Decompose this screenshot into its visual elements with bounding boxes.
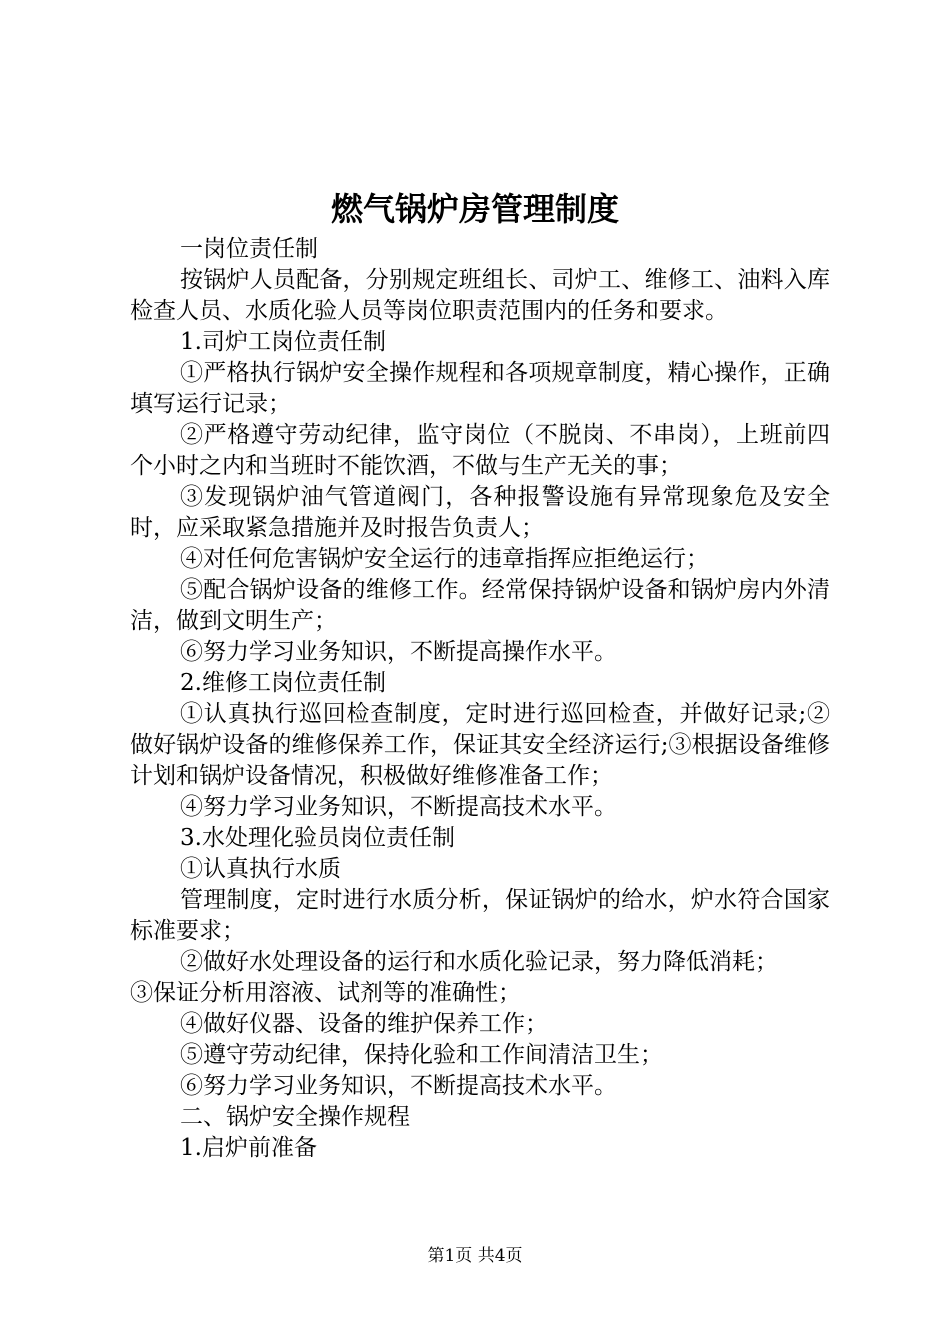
- document-body: [130, 234, 830, 1164]
- document-title: 燃气锅炉房管理制度: [330, 190, 619, 228]
- paragraph: 1.司炉工岗位责任制: [180, 329, 386, 355]
- paragraph: ⑥努力学习业务知识，不断提高技术水平。: [180, 1073, 617, 1099]
- paragraph: ⑥努力学习业务知识，不断提高操作水平。: [180, 639, 617, 665]
- paragraph: 按锅炉人员配备，分别规定班组长、司炉工、维修工、油料入库检查人员、水质化验人员等岗位职责范围内的任务和要求。: [130, 267, 830, 324]
- paragraph: ⑤配合锅炉设备的维修工作。经常保持锅炉设备和锅炉房内外清洁，做到文明生产；: [130, 577, 830, 634]
- paragraph: 管理制度，定时进行水质分析，保证锅炉的给水，炉水符合国家标准要求；: [130, 887, 830, 944]
- paragraph: ②做好水处理设备的运行和水质化验记录，努力降低消耗；: [180, 949, 778, 975]
- paragraph: ①认真执行水质: [180, 856, 341, 882]
- page-footer: 第1页 共4页: [427, 1246, 523, 1266]
- paragraph: ②严格遵守劳动纪律，监守岗位（不脱岗、不串岗），上班前四个小时之内和当班时不能饮酒，不做与生产无关的事；: [130, 422, 830, 479]
- paragraph: ①严格执行锅炉安全操作规程和各项规章制度，精心操作，正确填写运行记录；: [130, 360, 830, 417]
- paragraph: ⑤遵守劳动纪律，保持化验和工作间清洁卫生；: [180, 1042, 663, 1068]
- paragraph: 1.启炉前准备: [180, 1135, 317, 1161]
- paragraph: 3.水处理化验员岗位责任制: [180, 825, 455, 851]
- paragraph: 2.维修工岗位责任制: [180, 670, 386, 696]
- paragraph: 二、锅炉安全操作规程: [180, 1104, 410, 1130]
- paragraph: ③发现锅炉油气管道阀门，各种报警设施有异常现象危及安全时，应采取紧急措施并及时报告负责人；: [130, 484, 830, 541]
- paragraph: ④做好仪器、设备的维护保养工作；: [180, 1011, 548, 1037]
- paragraph: ④对任何危害锅炉安全运行的违章指挥应拒绝运行；: [180, 546, 709, 572]
- paragraph: ③保证分析用溶液、试剂等的准确性；: [130, 980, 521, 1006]
- paragraph: 一岗位责任制: [180, 236, 318, 262]
- paragraph: ④努力学习业务知识，不断提高技术水平。: [180, 794, 617, 820]
- paragraph: ①认真执行巡回检查制度，定时进行巡回检查，并做好记录;②做好锅炉设备的维修保养工作，保证其安全经济运行;③根据设备维修计划和锅炉设备情况，积极做好维修准备工作；: [130, 701, 830, 789]
